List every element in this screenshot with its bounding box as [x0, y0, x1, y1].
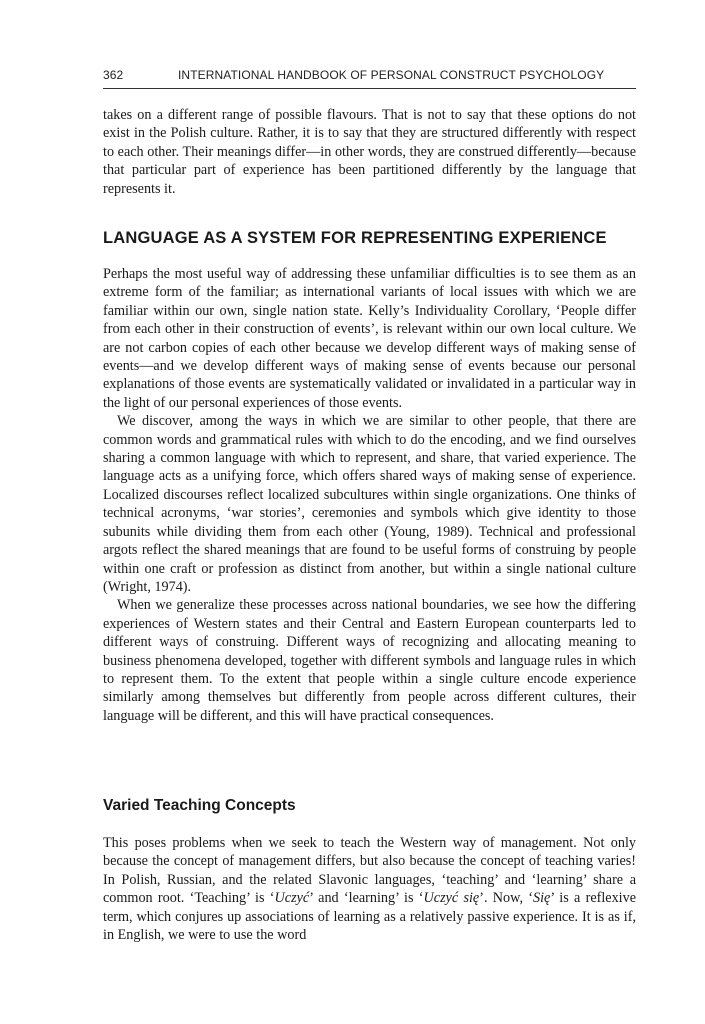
subsection-paragraph	[103, 834, 636, 944]
subsection-text-part-2: ’ and ‘learning’ is ‘	[309, 890, 424, 907]
term-uczyc-sie: Uczyć się	[423, 890, 480, 907]
section-heading: LANGUAGE AS A SYSTEM FOR REPRESENTING EXPERIENCE	[103, 229, 607, 247]
section-paragraph-3: When we generalize these processes across national boundaries, we see how the differing experiences of Western states and their Central and Eastern European counterparts led to different ways of construing. Different ways of recognizing and allocating meaning to business phenomena developed, together with different symbols and language rules in which to represent them. To the extent that people within a single culture encode experience similarly among themselves but differently from people across different cultures, their language will be different, and this will have practical consequences.	[103, 597, 636, 724]
subsection-heading: Varied Teaching Concepts	[103, 797, 296, 814]
subsection-text-part-3: ’. Now, ‘	[479, 890, 533, 907]
section-text-block	[103, 265, 636, 725]
running-title: INTERNATIONAL HANDBOOK OF PERSONAL CONSTRUCT PSYCHOLOGY	[178, 68, 605, 82]
term-uczyc: Uczyć	[274, 890, 310, 907]
section-paragraph-1: Perhaps the most useful way of addressing these unfamiliar difficulties is to see them as an extreme form of the familiar; as international variants of local issues with which we are familiar within our own, single nation state. Kelly’s Individuality Corollary, ‘People differ from each other in their construction of events’, is relevant within our own local culture. We are not carbon copies of each other because we develop different ways of making sense of events—and we develop different ways of making sense of events because our personal explanations of those events are systematically validated or invalidated in a particular way in the light of our personal experiences of those events.	[103, 266, 636, 411]
section-paragraph-2: We discover, among the ways in which we are similar to other people, that there are common words and grammatical rules with which to do the encoding, and we find ourselves sharing a common language with which to represent, and share, that varied experience. The language acts as a unifying force, which offers shared ways of making sense of experience. Localized discourses reflect localized subcultures within single organizations. One thinks of technical acronyms, ‘war stories’, ceremonies and symbols which give identity to those subunits while dividing them from each other (Young, 1989). Technical and professional argots reflect the shared meanings that are found to be useful forms of construing by people within one craft or profession as distinct from another, but within a single national culture (Wright, 1974).	[103, 413, 636, 595]
term-sie: Się	[533, 890, 551, 907]
opening-paragraph: takes on a different range of possible flavours. That is not to say that these options do not exist in the Polish culture. Rather, it is to say that they are structured differently with respect to each other. Their meanings differ—in other words, they are construed differently—because that particular part of experience has been partitioned differently by the language that represents it.	[103, 107, 636, 197]
subsection-text-part-1: This poses problems when we seek to teach the Western way of management. Not only because the concept of management differs, but also because the concept of teaching varies! In Polish, Russian, and the related Slavonic languages, ‘teaching’ and ‘learning’ share a common root. ‘Teaching’ is ‘	[103, 835, 636, 907]
subsection-text-block	[103, 834, 636, 944]
subsection-text-part-4: ’ is a reflexive term, which conjures up associations of learning as a relatively passive experience. It is as if, in English, we were to use the word	[103, 890, 637, 944]
page-number: 362	[103, 68, 124, 82]
running-header	[103, 68, 636, 89]
opening-text-block	[103, 106, 636, 198]
